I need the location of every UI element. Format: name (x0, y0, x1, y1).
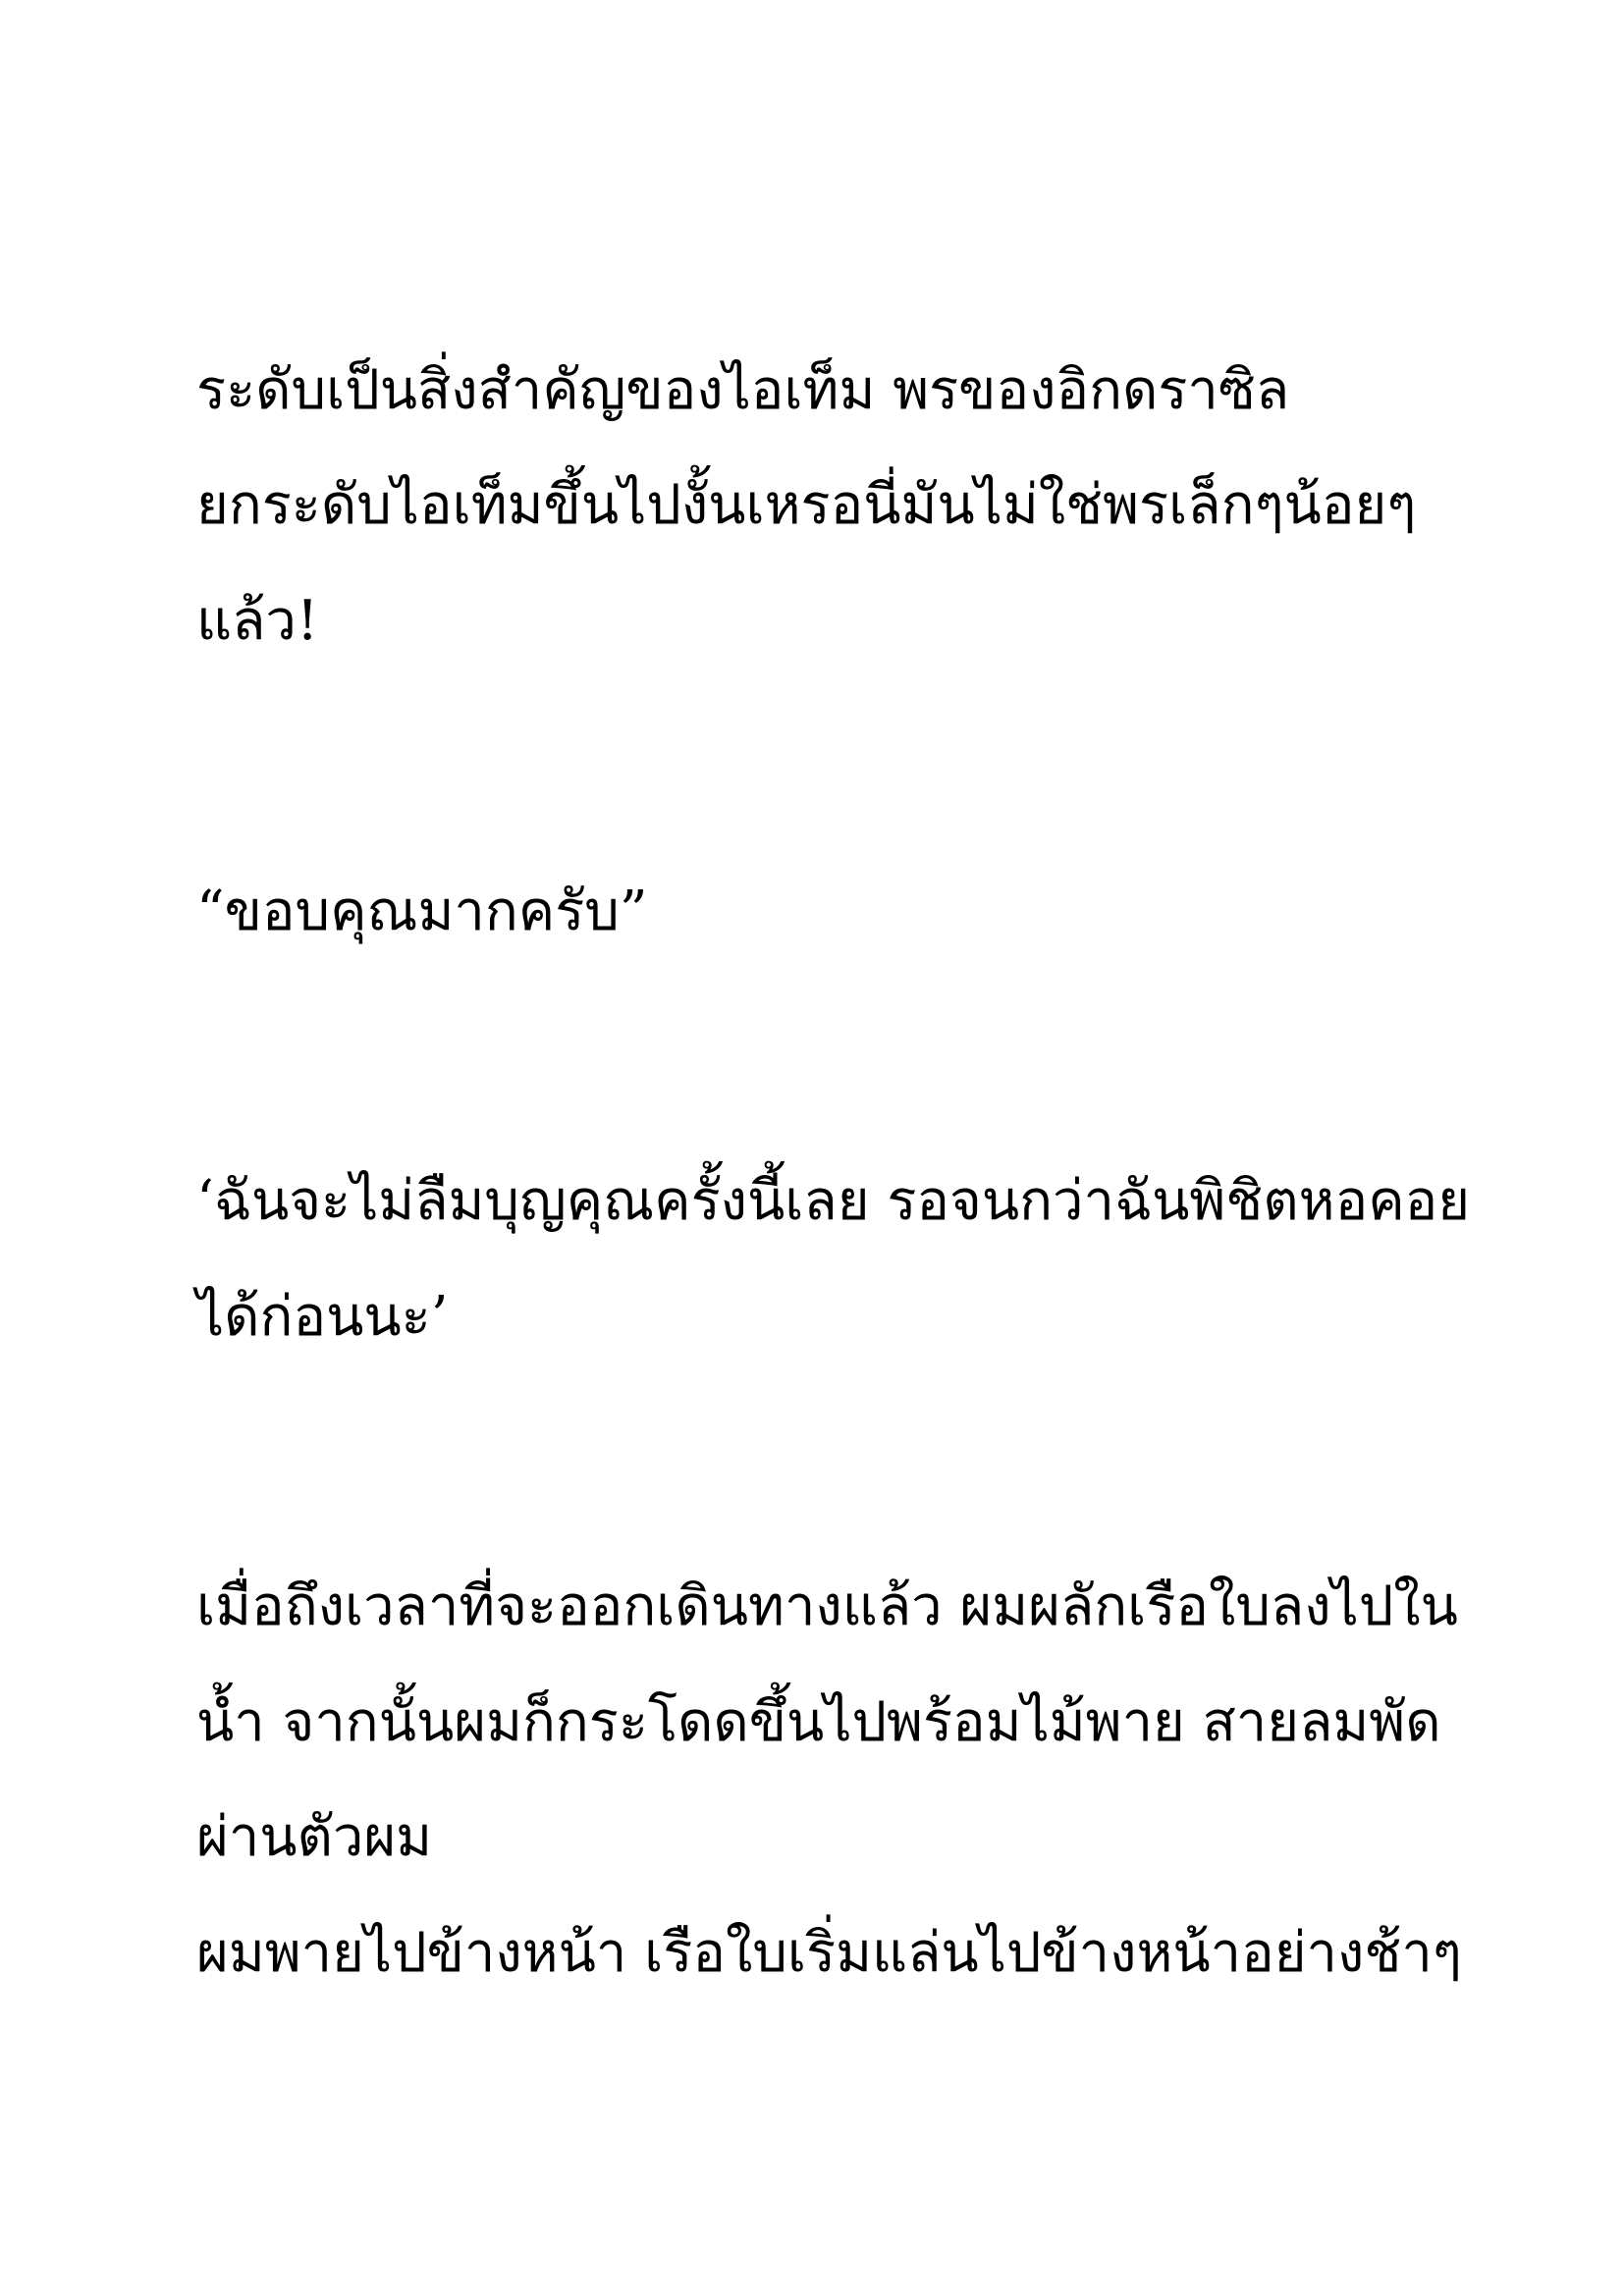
dialogue-line: “ขอบคุณมากครับ” (196, 880, 648, 943)
thought-line: ‘ฉันจะไม่ลืมบุญคุณครั้งนี้เลย รอจนกว่าฉันพิชิตหอคอย (196, 1169, 1471, 1233)
text-line: ผมพายไปข้างหน้า เรือใบเริ่มแล่นไปข้างหน้าอย่างช้าๆ (196, 1921, 1462, 1985)
text-line: ยกระดับไอเท็มขึ้นไปงั้นเหรอนี่มันไม่ใช่พรเล็กๆน้อยๆ (196, 473, 1417, 537)
text-line: เมื่อถึงเวลาที่จะออกเดินทางแล้ว ผมผลักเรือใบลงไปใน (196, 1575, 1458, 1638)
thought-line: ได้ก่อนนะ’ (196, 1285, 449, 1349)
text-line: ระดับเป็นสิ่งสำคัญของไอเท็ม พรของอิกดราซิล (196, 358, 1290, 422)
text-line: แล้ว! (196, 589, 319, 653)
text-line: ผ่านตัวผม (196, 1805, 433, 1869)
text-line: น้ำ จากนั้นผมก็กระโดดขึ้นไปพร้อมไม้พาย สายลมพัด (196, 1690, 1441, 1754)
